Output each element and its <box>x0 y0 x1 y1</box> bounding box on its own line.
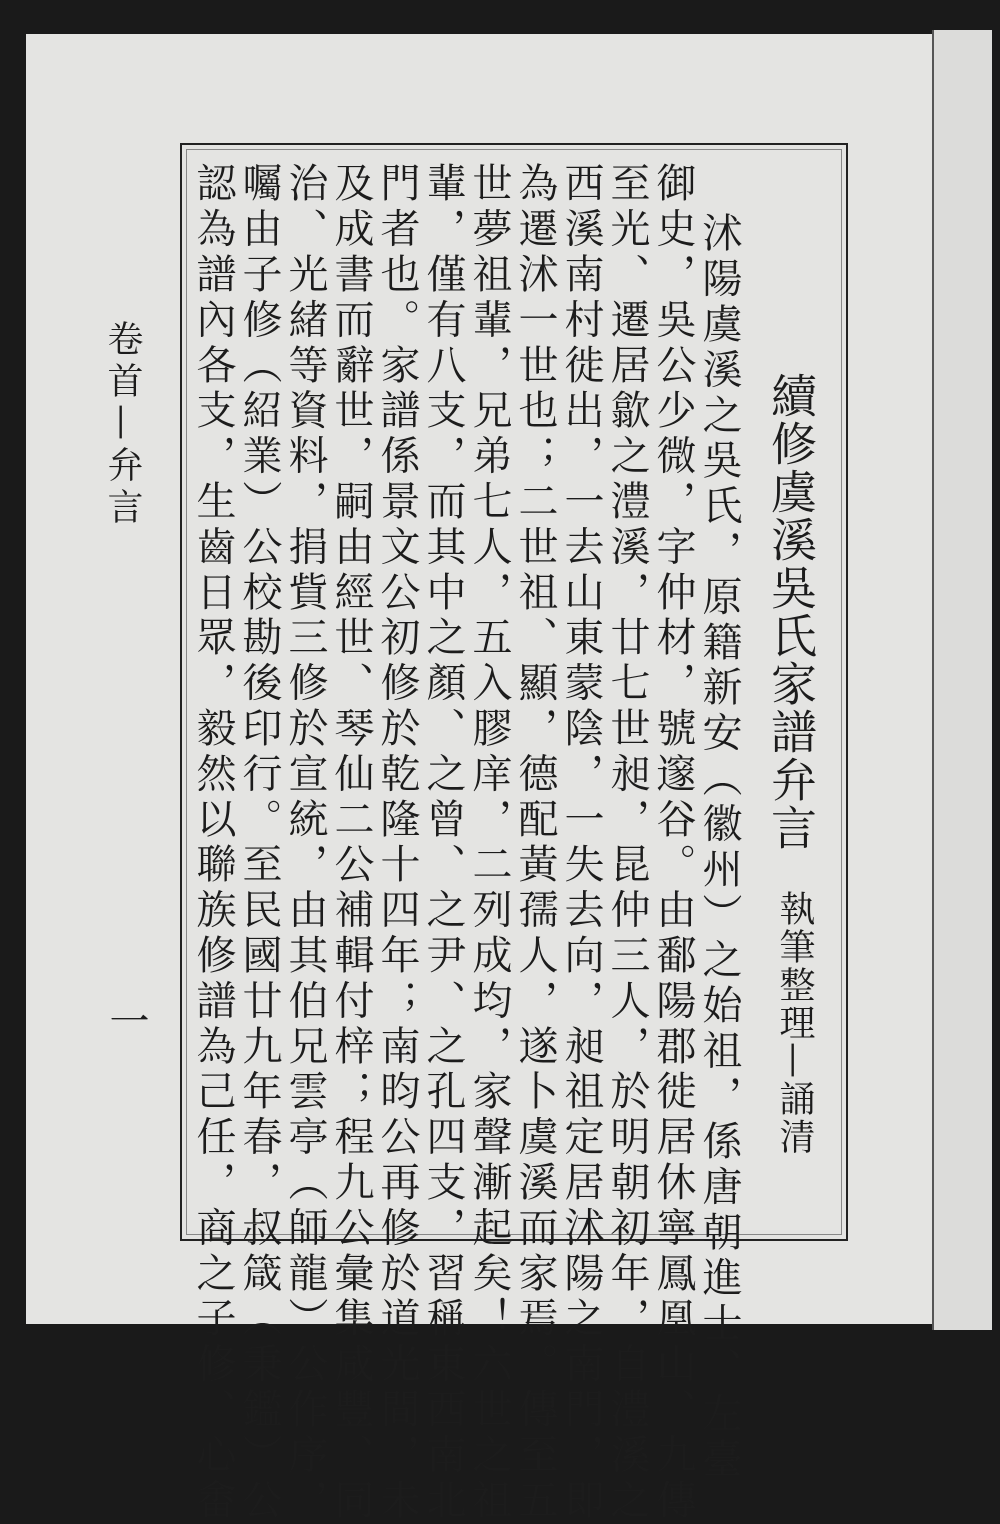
author-credit: 執筆整理—誦清 <box>774 890 815 1156</box>
text-column: 門者也。家譜係景文公初修於乾隆十四年；南昀公再修於道光間，未 <box>374 162 420 1524</box>
text-column: 輩，僅有八支，而其中之顏、之曾、之尹、之孔四支，習稱東西南北 <box>420 162 466 1524</box>
text-column: 西溪南村徙出，一去山東蒙陰，一失去向，昶祖定居沭陽之南門，即 <box>558 162 604 1524</box>
adjacent-page-edge <box>932 30 992 1330</box>
text-column: 御史，吳公少微，字仲材，號邃谷。由鄱陽郡徙居休寧鳳凰山、九傳 <box>650 162 696 1524</box>
text-column: 及成書而辭世，嗣由經世、琴仙二公補輯付梓；程九公彙集咸豐、同 <box>328 162 374 1524</box>
page-number: 一 <box>103 1000 149 1040</box>
text-column: 認為譜內各支，生齒日眾，毅然以聯族修譜為己任，商之子修、心畬 <box>190 162 236 1524</box>
text-column: 世夢祖輩，兄弟七人，五入膠庠，二列成均，家聲漸起矣！六世之祖 <box>466 162 512 1524</box>
document-title: 續修虞溪吳氏家譜弁言 <box>764 372 818 852</box>
text-column: 至光、遷居歙之澧溪，廿七世昶，昆仲三人，於明朝初年，自澧溪之 <box>604 162 650 1524</box>
text-column: 為遷沭一世也；二世祖、顯，德配黃孺人，遂卜虞溪而家焉。傳至五 <box>512 162 558 1524</box>
text-column: 治、光緒等資料，捐貲三修於宣統，由其伯兄雲亭（師龍）公作序， <box>282 162 328 1524</box>
section-label: 卷首—弁言 <box>102 320 143 530</box>
text-column: 囑由子修（紹業）公校勘後印行。至民國廿九年春，叔箴（秉鑑）公 <box>236 162 282 1524</box>
text-column: 沭陽虞溪之吳氏，原籍新安（徽州）之始祖，係唐朝進士、左臺 <box>696 212 742 1484</box>
body-text <box>190 162 742 1524</box>
